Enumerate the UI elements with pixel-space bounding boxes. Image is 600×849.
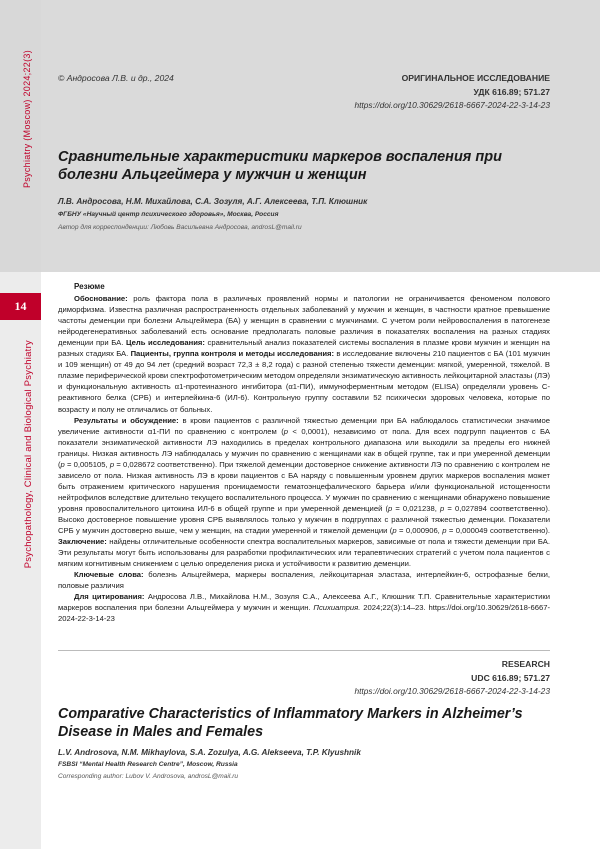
keywords-label: Ключевые слова: — [74, 570, 144, 580]
citation-journal: Психиатрия. — [313, 603, 361, 613]
abstract — [58, 281, 550, 624]
methods-label: Пациенты, группа контроля и методы исследования: — [130, 349, 335, 359]
p-value-symbol: p — [442, 526, 447, 536]
en-doi-link[interactable]: https://doi.org/10.30629/2618-6667-2024-22-3-14-23 — [354, 686, 550, 696]
sidebar — [0, 0, 41, 849]
journal-running-subtitle: Psychopathology, Clinical and Biological Psychiatry — [22, 340, 33, 569]
p-value-symbol: p — [109, 459, 115, 469]
affiliation: ФГБНУ «Научный центр психического здоровья», Москва, Россия — [58, 211, 279, 218]
results-label: Результаты и обсуждение: — [74, 415, 179, 425]
header-block — [41, 0, 600, 272]
aim-text: сравнительный анализ показателей системы воспаления в плазме крови мужчин и женщин на разных стадиях БА. — [58, 338, 550, 359]
correspondence: Автор для корреспонденции: Любовь Васильевна Андросова, androsL@mail.ru — [58, 224, 302, 231]
conclusion-text: найдены отличительные особенности спектра воспалительных маркеров, зависимые от пола и тяжести деменции при БА. Эти результаты могут быть использованы для разработки профилактических или терапевтических стратегий с учетом пола пациентов с мягким когнитивным снижением с целью определения риска и устойчивости к развитию деменции. — [58, 537, 550, 569]
background-text: роль фактора пола в различных проявлений нормы и патологии не ограничивается феноменом полового диморфизма. Известна различная распространенность отдельных заболеваний у мужчин и женщин, в частности кратное превышение частоты деменции при болезни Альцгеймера (БА) у женщин в сравнении с мужчинами. С учетом роли нейровоспаления в патогенезе нейродегенеративных заболеваний есть основание предполагать половые различия в показателях воспаления на разных стадиях деменции при БА. — [58, 294, 550, 348]
article-title: Сравнительные характеристики маркеров воспаления при болезни Альцгеймера у мужчин и женщин — [58, 149, 502, 183]
citation — [58, 591, 550, 624]
udc-code: УДК 616.89; 571.27 — [473, 87, 550, 97]
en-correspondence: Corresponding author: Lubov V. Androsova, androsL@mail.ru — [58, 773, 239, 780]
citation-label: Для цитирования: — [74, 592, 145, 602]
results-text: = 0,028672 соответственно). При тяжелой деменции достоверное снижение активности ЛЭ по сравнению с контролем не зависело от пола. Низкая активность ЛЭ в крови пациентов с БА наряду с повышенным уровнем других маркеров воспаления может быть отражением критического нарушения проницаемости гематоэнцефалического барьера и/или функциональной истощенности нейтрофилов вследствие длительно текущего воспалительного процесса. У мужчин по сравнению с женщинами обнаружено повышение уровня провоспалительного цитокина ИЛ-6 в общей группе и при умеренной деменцией ( — [58, 459, 550, 513]
citation-text: Андросова Л.В., Михайлова Н.М., Зозуля С.А., Алексеева А.Г., Клюшник Т.П. Сравнительные характеристики маркеров воспаления при болезни Альцгеймера у мужчин и женщин. — [58, 592, 550, 613]
en-affiliation: FSBSI “Mental Health Research Centre”, Moscow, Russia — [58, 761, 238, 768]
results-text: = 0,000906, — [396, 526, 443, 536]
p-value-symbol: p — [388, 503, 393, 513]
en-article-type: RESEARCH — [501, 659, 550, 669]
methods-text: в исследование включены 210 пациентов с БА (101 мужчин и 109 женщин) от 49 до 94 лет (средний возраст 72,3 ± 8,2 года) с разной степенью тяжести деменции: мягкой, умеренной, тяжелой. В плазме периферической крови спектрофотометрическим методом определяли энзиматическую активность лейкоцитарной эластазы (ЛЭ) и функциональную активность α1-протеиназного ингибитора (α1-ПИ), иммуноферментным методом (ELISA) определяли уровень С-реактивного белка (СРБ) и интерлейкина-6 (ИЛ-6). Контрольную группу составили 52 психически здоровых человека, которые по возрасту и полу не отличались от больных. — [58, 349, 551, 414]
abstract-heading: Резюме — [74, 282, 105, 291]
p-value-symbol: p — [60, 459, 65, 469]
results-text: = 0,000049 соответственно). — [446, 526, 551, 536]
doi-link[interactable]: https://doi.org/10.30629/2618-6667-2024-22-3-14-23 — [354, 100, 550, 110]
article-type: ОРИГИНАЛЬНОЕ ИССЛЕДОВАНИЕ — [401, 73, 550, 83]
en-authors: L.V. Androsova, N.M. Mikhaylova, S.A. Zozulya, A.G. Alekseeva, T.P. Klyushnik — [58, 748, 361, 757]
copyright: © Андросова Л.В. и др., 2024 — [58, 73, 174, 83]
aim-label: Цель исследования: — [125, 338, 205, 348]
results-paragraph — [58, 415, 550, 570]
keywords-text: болезнь Альцгеймера, маркеры воспаления, лейкоцитарная эластаза, интерлейкин-6, острофазные белки, половые различия — [58, 570, 550, 591]
en-article-title: Comparative Characteristics of Inflammatory Markers in Alzheimer’s Disease in Males and Females — [58, 706, 523, 740]
results-text: = 0,005105, — [64, 459, 110, 469]
sidebar-band — [0, 0, 41, 272]
citation-doi[interactable]: 2024;22(3):14–23. https://doi.org/10.30629/2618-6667-2024-22-3-14-23 — [58, 603, 550, 624]
authors: Л.В. Андросова, Н.М. Михайлова, С.А. Зозуля, А.Г. Алексеева, Т.П. Клюшник — [58, 197, 368, 206]
conclusion-label: Заключение: — [58, 537, 107, 547]
results-text: в крови пациентов с различной тяжестью деменции при БА наблюдалось статистически значимое увеличение активности α1-ПИ по сравнению с контролем ( — [58, 415, 550, 436]
section-divider — [58, 650, 550, 651]
abstract-body — [58, 293, 550, 415]
results-text: = 0,021238, — [392, 503, 441, 513]
background-label: Обоснование: — [74, 294, 128, 304]
p-value-symbol: p — [392, 526, 397, 536]
en-udc-code: UDC 616.89; 571.27 — [471, 673, 550, 683]
page-number: 14 — [0, 293, 41, 320]
results-text: < 0,0001), независимо от пола. Для всех подгрупп пациентов с БА показатели энзиматической активности ЛЭ находились в пределах контрольного диапазона или выходили за пределы его нижней границы. Низкая активность ЛЭ наблюдалась у мужчин по сравнению с женщинами как в общей группе, так и при умеренной деменции ( — [58, 426, 550, 469]
p-value-symbol: p — [283, 426, 288, 436]
results-text: = 0,027894 соответственно). Высоко достоверное повышение уровня СРБ выявлялось только у мужчин в подгруппах с различной тяжестью деменции. Показатели СРБ у мужчин достоверно выше, чем у женщин, на стадии умеренной и тяжелой деменции ( — [58, 503, 550, 536]
p-value-symbol: p — [440, 503, 445, 513]
keywords — [58, 569, 550, 591]
journal-running-head: Psychiatry (Moscow) 2024;22(3) — [22, 50, 32, 189]
